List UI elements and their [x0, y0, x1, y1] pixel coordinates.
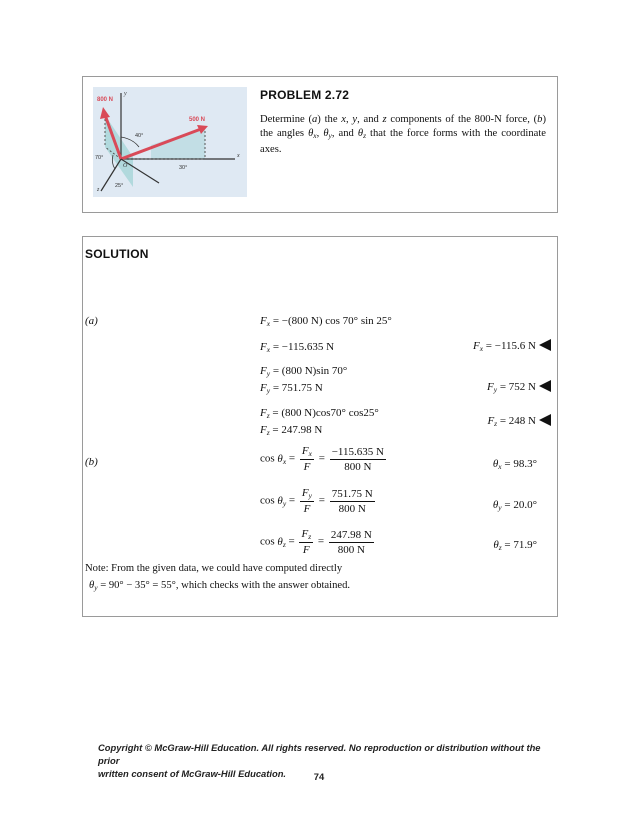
answer-theta-z: $\theta_z = 71.9^\circ$ [493, 539, 537, 552]
eq-theta-z: $\cos \theta_z$ = $\frac{F_z}{F}$ = $\frac{247.98 N}{800 N}$ [260, 528, 372, 556]
figure-label-o: O [123, 163, 128, 169]
figure-label-25: 25° [115, 183, 124, 189]
problem-text: Determine (a) the x, y, and z components of the 800-N force, (b) the angles $\theta_x$, $\theta_y$, and $\theta_z$ that the force forms with the coordinate axes. [260, 114, 546, 155]
figure-label-40: 40° [135, 133, 144, 139]
answer-marker-icon [539, 339, 551, 351]
eq-fz-2: $F_z = 247.98$ N [260, 424, 323, 437]
answer-fx [473, 339, 551, 353]
eq-theta-x: $\cos \theta_x$ = $\frac{F_x}{F}$ = $\frac{-115.635 N}{800 N}$ [260, 445, 384, 473]
answer-theta-x: $\theta_x = 98.3^\circ$ [492, 458, 537, 471]
figure-axis-y: y [124, 91, 127, 97]
eq-fx-2: $F_x = -115.635$ N [260, 341, 335, 354]
answer-marker-icon [539, 380, 551, 392]
eq-theta-y: $\cos \theta_y$ = $\frac{F_y}{F}$ = $\frac{751.75 N}{800 N}$ [260, 487, 373, 515]
answer-fz-text: $F_z = 248$ N [487, 415, 536, 428]
part-a-label: (a) [85, 315, 98, 327]
figure-label-70: 70° [95, 155, 104, 161]
figure-label-500: 500 N [189, 117, 206, 123]
eq-fx-1: $F_x = -(800$ N) cos 70° sin 25° [260, 315, 392, 328]
eq-fz-1: $F_z = (800$ N)cos70° cos25° [260, 407, 379, 420]
part-b-label: (b) [85, 456, 98, 468]
solution-box [82, 236, 558, 617]
note-line-1: Note: From the given data, we could have computed directly [85, 563, 343, 574]
figure-axis-x: x [237, 153, 240, 159]
figure-label-30: 30° [179, 165, 188, 171]
note-line-2: $\theta_y = 90^\circ - 35^\circ = 55^\circ$, which checks with the answer obtained. [89, 580, 351, 592]
answer-fz [487, 414, 551, 428]
page-number: 74 [313, 771, 325, 782]
copyright-line-1: Copyright © McGraw-Hill Education. All rights reserved. No reproduction or distribution without the prior [98, 742, 541, 766]
answer-fy [487, 380, 551, 394]
solution-heading: SOLUTION [85, 247, 149, 261]
figure-axis-z: z [97, 187, 100, 193]
answer-fy-text: $F_y = 752$ N [487, 381, 536, 394]
answer-fx-text: $F_x = -115.6$ N [472, 340, 536, 353]
answer-marker-icon [539, 414, 551, 426]
answer-theta-y: $\theta_y = 20.0^\circ$ [492, 499, 537, 512]
eq-fy-1: $F_y = (800$ N)sin 70° [260, 365, 348, 378]
problem-figure [93, 87, 247, 197]
copyright-line-2: written consent of McGraw-Hill Education. [98, 768, 287, 779]
problem-heading: PROBLEM 2.72 [260, 88, 350, 102]
problem-box [82, 76, 558, 213]
eq-fy-2: $F_y = 751.75$ N [260, 382, 323, 395]
figure-label-800: 800 N [97, 97, 114, 103]
